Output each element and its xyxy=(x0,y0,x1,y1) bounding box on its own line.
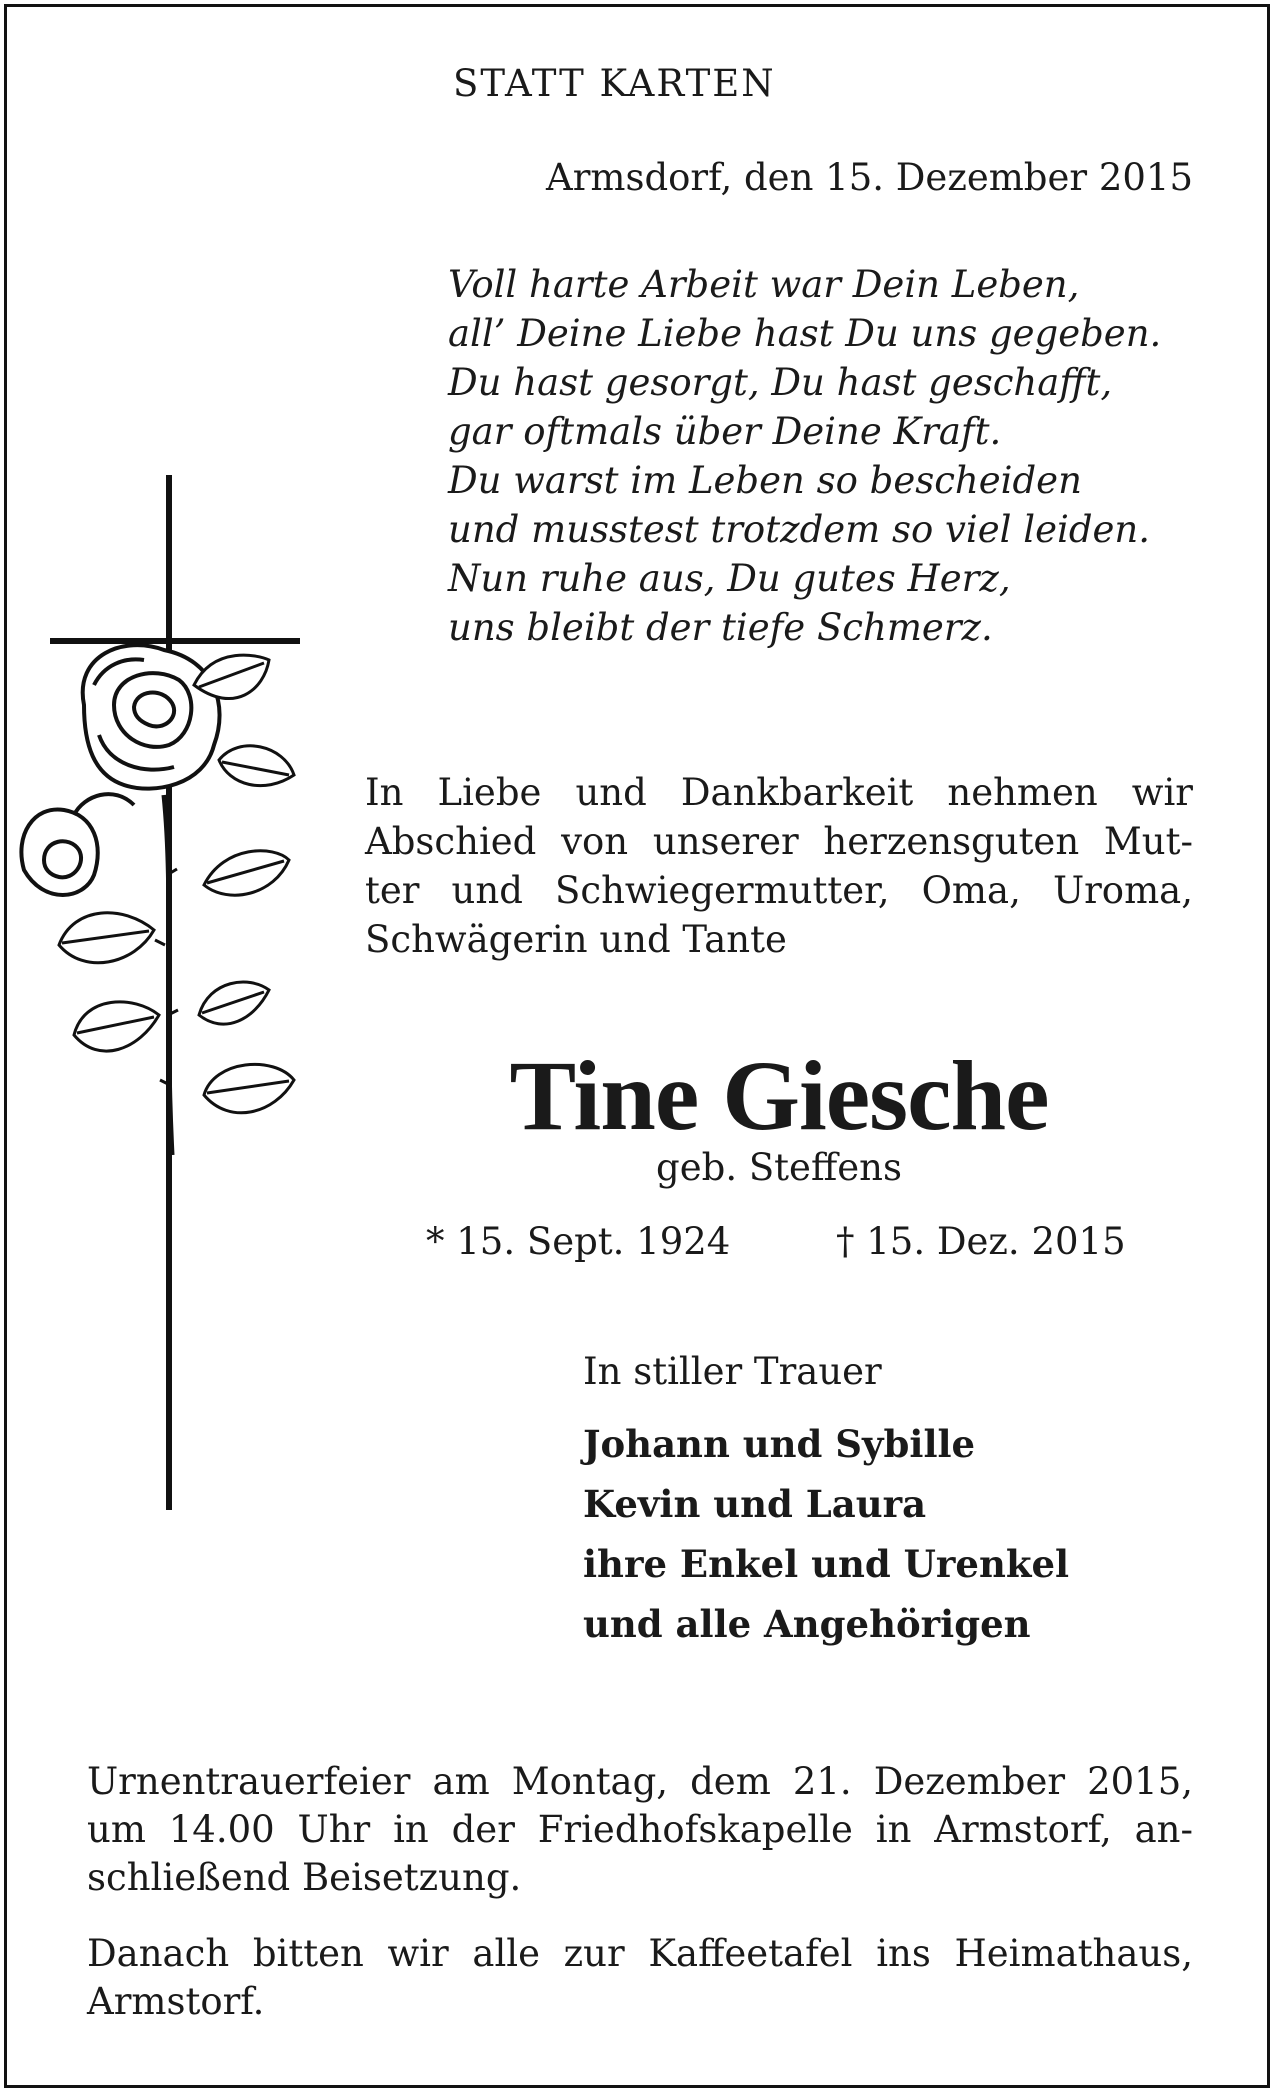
mourner-name: Johann und Sybille xyxy=(583,1422,976,1466)
mourner-name: und alle Angehörigen xyxy=(583,1602,1031,1646)
mourners-list xyxy=(583,1414,1069,1654)
poem-line: Du hast gesorgt, Du hast geschafft, xyxy=(448,361,1113,404)
poem-line: Du warst im Leben so bescheiden xyxy=(448,459,1082,502)
service-info xyxy=(87,1758,1193,1902)
service-line: Urnentrauerfeier am Montag, dem 21. Dezember 2015, xyxy=(87,1760,1193,1803)
deceased-name: Tine Giesche xyxy=(509,1040,1049,1151)
poem-line: und musstest trotzdem so viel leiden. xyxy=(448,508,1150,551)
poem-line: gar oftmals über Deine Kraft. xyxy=(448,410,1002,453)
service-line: um 14.00 Uhr in der Friedhofskapelle in Armstorf, an- xyxy=(87,1808,1193,1851)
service-line: schließend Beisetzung. xyxy=(87,1856,522,1899)
poem-line: uns bleibt der tiefe Schmerz. xyxy=(448,606,993,649)
coffee-line: Danach bitten wir alle zur Kaffeetafel ins Heimathaus, xyxy=(87,1932,1193,1975)
poem-line: all’ Deine Liebe hast Du uns gegeben. xyxy=(448,312,1162,355)
intro-line: In Liebe und Dankbarkeit nehmen wir xyxy=(365,771,1193,814)
mourner-name: Kevin und Laura xyxy=(583,1482,927,1526)
intro-line: Schwägerin und Tante xyxy=(365,918,787,961)
cross-with-rose-icon xyxy=(14,475,304,1529)
death-date: † 15. Dez. 2015 xyxy=(836,1220,1126,1263)
intro-line: Abschied von unserer herzensguten Mut- xyxy=(365,820,1193,863)
birth-date: * 15. Sept. 1924 xyxy=(426,1220,731,1263)
coffee-line: Armstorf. xyxy=(87,1980,265,2023)
intro-text xyxy=(365,768,1193,964)
mourning-heading: In stiller Trauer xyxy=(583,1350,882,1393)
maiden-name: geb. Steffens xyxy=(656,1146,902,1189)
coffee-invitation xyxy=(87,1930,1193,2026)
intro-line: ter und Schwiegermutter, Oma, Uroma, xyxy=(365,869,1193,912)
statt-karten-label: STATT KARTEN xyxy=(453,62,776,105)
mourner-name: ihre Enkel und Urenkel xyxy=(583,1542,1070,1586)
place-date: Armsdorf, den 15. Dezember 2015 xyxy=(545,156,1193,199)
poem-line: Voll harte Arbeit war Dein Leben, xyxy=(448,263,1080,306)
poem-line: Nun ruhe aus, Du gutes Herz, xyxy=(448,557,1011,600)
poem xyxy=(448,260,1161,652)
